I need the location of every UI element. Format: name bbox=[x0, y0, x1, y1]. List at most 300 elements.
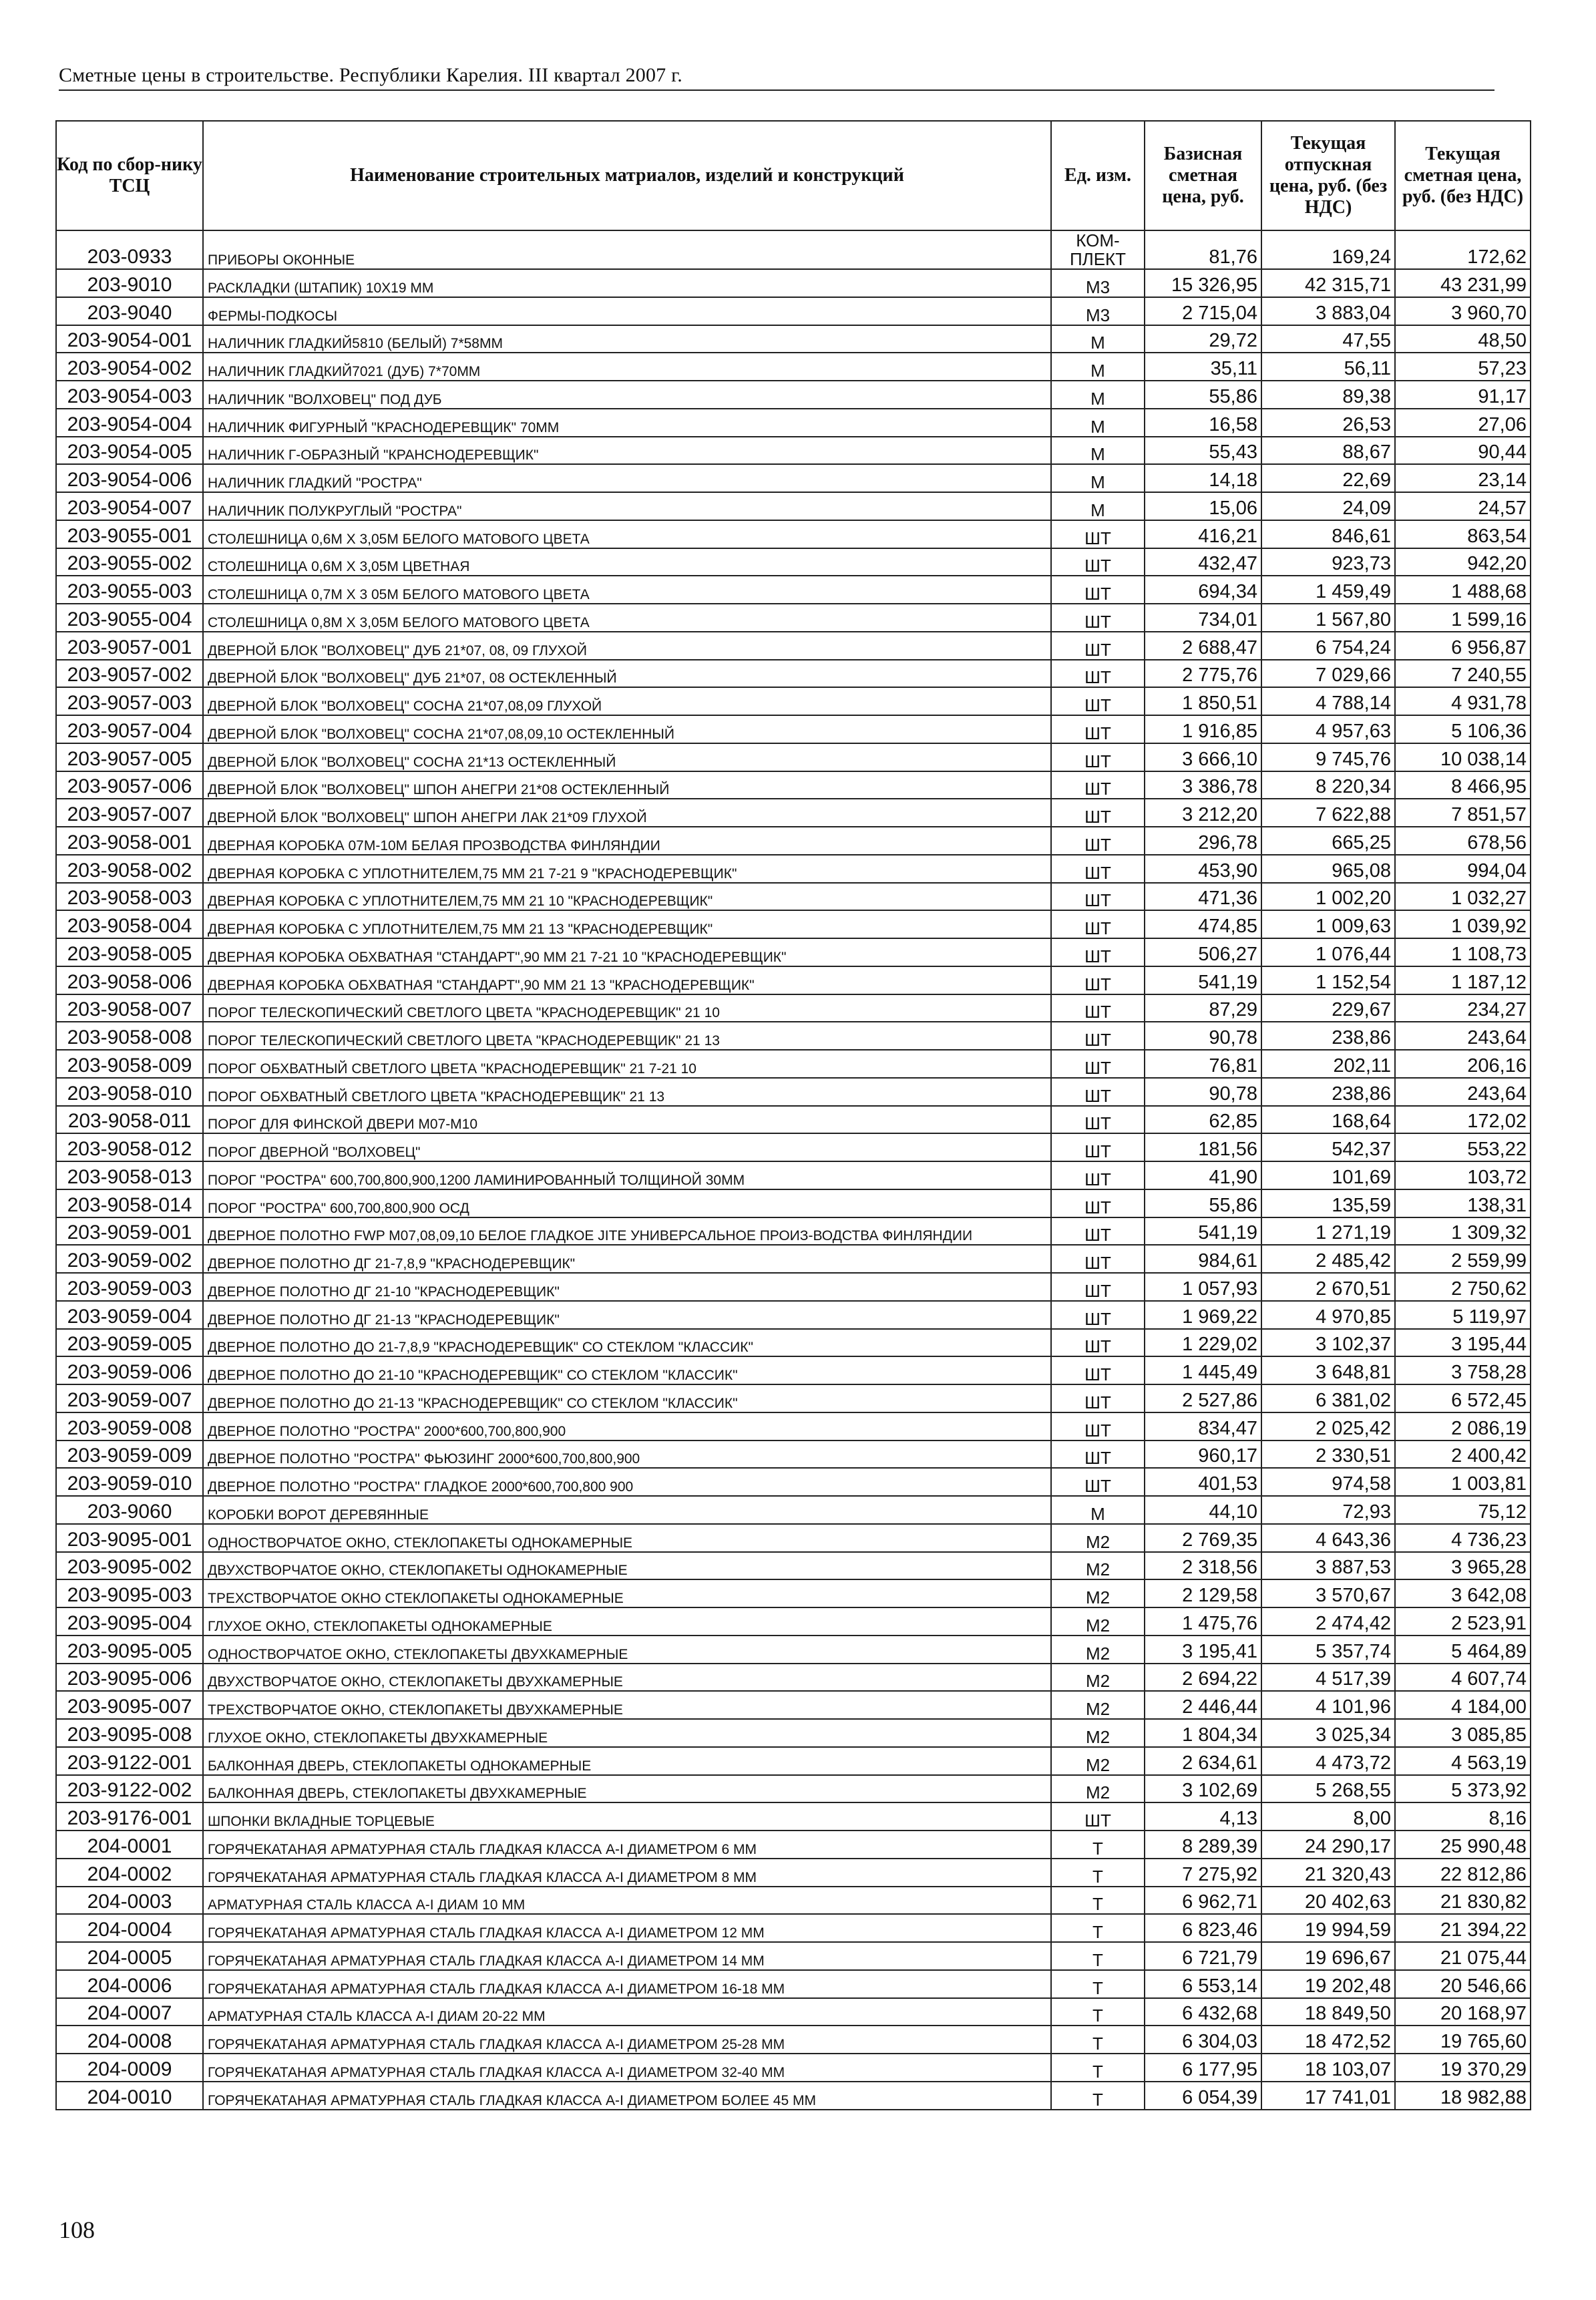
cell-current-estimate-price: 553,22 bbox=[1395, 1133, 1531, 1161]
cell-name: ДВЕРНАЯ КОРОБКА С УПЛОТНИТЕЛЕМ,75 ММ 21 13 "КРАСНОДЕРЕВЩИК" bbox=[203, 910, 1051, 938]
cell-current-release-price: 168,64 bbox=[1261, 1106, 1395, 1134]
cell-name: ГОРЯЧЕКАТАНАЯ АРМАТУРНАЯ СТАЛЬ ГЛАДКАЯ КЛАССА А-I ДИАМЕТРОМ 6 ММ bbox=[203, 1831, 1051, 1859]
cell-base-price: 6 962,71 bbox=[1145, 1887, 1261, 1915]
table-row bbox=[56, 1441, 1531, 1469]
cell-code: 203-9058-013 bbox=[56, 1161, 203, 1189]
cell-current-estimate-price: 21 075,44 bbox=[1395, 1942, 1531, 1970]
cell-base-price: 7 275,92 bbox=[1145, 1859, 1261, 1887]
cell-unit: ШТ bbox=[1051, 1245, 1145, 1273]
cell-current-estimate-price: 1 599,16 bbox=[1395, 604, 1531, 632]
cell-unit: М bbox=[1051, 381, 1145, 409]
cell-name: НАЛИЧНИК ГЛАДКИЙ7021 (ДУБ) 7*70ММ bbox=[203, 353, 1051, 381]
cell-code: 204-0005 bbox=[56, 1942, 203, 1970]
cell-current-estimate-price: 7 240,55 bbox=[1395, 660, 1531, 688]
cell-base-price: 90,78 bbox=[1145, 1078, 1261, 1106]
cell-current-release-price: 2 485,42 bbox=[1261, 1245, 1395, 1273]
cell-current-release-price: 24,09 bbox=[1261, 492, 1395, 520]
cell-current-release-price: 4 788,14 bbox=[1261, 687, 1395, 715]
page-number: 108 bbox=[59, 2217, 95, 2243]
cell-current-release-price: 8 220,34 bbox=[1261, 771, 1395, 799]
cell-base-price: 6 304,03 bbox=[1145, 2026, 1261, 2054]
cell-code: 204-0001 bbox=[56, 1831, 203, 1859]
cell-current-release-price: 6 381,02 bbox=[1261, 1384, 1395, 1412]
cell-current-estimate-price: 4 184,00 bbox=[1395, 1691, 1531, 1719]
cell-current-release-price: 1 152,54 bbox=[1261, 966, 1395, 994]
cell-unit: ШТ bbox=[1051, 771, 1145, 799]
table-row bbox=[56, 966, 1531, 994]
cell-name: ГОРЯЧЕКАТАНАЯ АРМАТУРНАЯ СТАЛЬ ГЛАДКАЯ КЛАССА А-I ДИАМЕТРОМ 8 ММ bbox=[203, 1859, 1051, 1887]
cell-current-estimate-price: 206,16 bbox=[1395, 1050, 1531, 1078]
cell-base-price: 296,78 bbox=[1145, 827, 1261, 855]
cell-current-estimate-price: 19 765,60 bbox=[1395, 2026, 1531, 2054]
cell-current-estimate-price: 2 523,91 bbox=[1395, 1607, 1531, 1636]
cell-current-release-price: 22,69 bbox=[1261, 464, 1395, 492]
cell-current-estimate-price: 863,54 bbox=[1395, 520, 1531, 548]
cell-name: ДВЕРНОЕ ПОЛОТНО FWP М07,08,09,10 БЕЛОЕ ГЛАДКОЕ JITE УНИВЕРСАЛЬНОЕ ПРОИЗ-ВОДСТВА ФИНЛЯНДИИ bbox=[203, 1217, 1051, 1245]
cell-current-estimate-price: 994,04 bbox=[1395, 855, 1531, 883]
cell-current-estimate-price: 4 736,23 bbox=[1395, 1524, 1531, 1552]
cell-name: ДВЕРНОЙ БЛОК "ВОЛХОВЕЦ" ШПОН АНЕГРИ ЛАК 21*09 ГЛУХОЙ bbox=[203, 799, 1051, 827]
cell-unit: ШТ bbox=[1051, 715, 1145, 743]
cell-current-estimate-price: 2 559,99 bbox=[1395, 1245, 1531, 1273]
cell-base-price: 471,36 bbox=[1145, 883, 1261, 911]
cell-base-price: 506,27 bbox=[1145, 938, 1261, 966]
cell-base-price: 2 446,44 bbox=[1145, 1691, 1261, 1719]
cell-current-release-price: 846,61 bbox=[1261, 520, 1395, 548]
cell-name: ПОРОГ "РОСТРА" 600,700,800,900 ОСД bbox=[203, 1189, 1051, 1217]
cell-current-estimate-price: 23,14 bbox=[1395, 464, 1531, 492]
cell-current-release-price: 1 009,63 bbox=[1261, 910, 1395, 938]
cell-current-release-price: 24 290,17 bbox=[1261, 1831, 1395, 1859]
cell-current-estimate-price: 6 956,87 bbox=[1395, 632, 1531, 660]
table-row bbox=[56, 938, 1531, 966]
cell-current-estimate-price: 6 572,45 bbox=[1395, 1384, 1531, 1412]
cell-code: 204-0002 bbox=[56, 1859, 203, 1887]
cell-unit: ШТ bbox=[1051, 883, 1145, 911]
cell-unit: ШТ bbox=[1051, 938, 1145, 966]
cell-base-price: 3 102,69 bbox=[1145, 1775, 1261, 1803]
cell-name: ДВЕРНОЕ ПОЛОТНО "РОСТРА" ГЛАДКОЕ 2000*600,700,800 900 bbox=[203, 1468, 1051, 1496]
table-row bbox=[56, 1970, 1531, 1998]
cell-current-estimate-price: 22 812,86 bbox=[1395, 1859, 1531, 1887]
cell-name: СТОЛЕШНИЦА 0,6М Х 3,05М БЕЛОГО МАТОВОГО ЦВЕТА bbox=[203, 520, 1051, 548]
cell-current-estimate-price: 243,64 bbox=[1395, 1022, 1531, 1050]
cell-current-release-price: 18 103,07 bbox=[1261, 2054, 1395, 2082]
cell-current-release-price: 7 622,88 bbox=[1261, 799, 1395, 827]
cell-base-price: 2 318,56 bbox=[1145, 1552, 1261, 1580]
cell-current-estimate-price: 942,20 bbox=[1395, 548, 1531, 576]
cell-name: ПОРОГ ТЕЛЕСКОПИЧЕСКИЙ СВЕТЛОГО ЦВЕТА "КРАСНОДЕРЕВЩИК" 21 10 bbox=[203, 994, 1051, 1022]
cell-unit: ШТ bbox=[1051, 1078, 1145, 1106]
cell-base-price: 76,81 bbox=[1145, 1050, 1261, 1078]
cell-unit: ШТ bbox=[1051, 827, 1145, 855]
cell-code: 203-9060 bbox=[56, 1496, 203, 1524]
cell-current-estimate-price: 20 546,66 bbox=[1395, 1970, 1531, 1998]
cell-name: СТОЛЕШНИЦА 0,7М Х 3 05М БЕЛОГО МАТОВОГО ЦВЕТА bbox=[203, 576, 1051, 604]
table-row bbox=[56, 492, 1531, 520]
cell-current-estimate-price: 24,57 bbox=[1395, 492, 1531, 520]
cell-code: 203-9040 bbox=[56, 297, 203, 325]
cell-current-estimate-price: 4 563,19 bbox=[1395, 1747, 1531, 1775]
table-row bbox=[56, 409, 1531, 437]
cell-current-release-price: 19 696,67 bbox=[1261, 1942, 1395, 1970]
cell-unit: ШТ bbox=[1051, 1022, 1145, 1050]
cell-current-release-price: 89,38 bbox=[1261, 381, 1395, 409]
cell-code: 203-9058-007 bbox=[56, 994, 203, 1022]
cell-base-price: 16,58 bbox=[1145, 409, 1261, 437]
cell-current-release-price: 2 474,42 bbox=[1261, 1607, 1395, 1636]
cell-unit: М3 bbox=[1051, 297, 1145, 325]
table-row bbox=[56, 1942, 1531, 1970]
cell-unit: Т bbox=[1051, 2054, 1145, 2082]
cell-code: 203-9058-011 bbox=[56, 1106, 203, 1134]
cell-current-estimate-price: 25 990,48 bbox=[1395, 1831, 1531, 1859]
cell-unit: ШТ bbox=[1051, 910, 1145, 938]
cell-current-release-price: 47,55 bbox=[1261, 325, 1395, 353]
cell-current-estimate-price: 10 038,14 bbox=[1395, 743, 1531, 771]
cell-code: 203-9059-006 bbox=[56, 1356, 203, 1384]
cell-code: 203-9095-007 bbox=[56, 1691, 203, 1719]
cell-unit: Т bbox=[1051, 1914, 1145, 1942]
cell-code: 203-9095-002 bbox=[56, 1552, 203, 1580]
cell-unit: М3 bbox=[1051, 269, 1145, 297]
cell-name: ДВЕРНОЕ ПОЛОТНО ДГ 21-10 "КРАСНОДЕРЕВЩИК" bbox=[203, 1273, 1051, 1301]
cell-base-price: 3 212,20 bbox=[1145, 799, 1261, 827]
cell-code: 203-9058-004 bbox=[56, 910, 203, 938]
cell-name: ДВЕРНОЕ ПОЛОТНО "РОСТРА" ФЬЮЗИНГ 2000*600,700,800,900 bbox=[203, 1441, 1051, 1469]
cell-unit: ШТ bbox=[1051, 1050, 1145, 1078]
cell-base-price: 1 445,49 bbox=[1145, 1356, 1261, 1384]
cell-code: 203-9059-008 bbox=[56, 1412, 203, 1441]
cell-base-price: 15,06 bbox=[1145, 492, 1261, 520]
cell-current-estimate-price: 172,02 bbox=[1395, 1106, 1531, 1134]
table-row bbox=[56, 687, 1531, 715]
cell-code: 204-0008 bbox=[56, 2026, 203, 2054]
cell-code: 203-9058-014 bbox=[56, 1189, 203, 1217]
cell-current-release-price: 3 883,04 bbox=[1261, 297, 1395, 325]
table-row bbox=[56, 1607, 1531, 1636]
cell-name: ГОРЯЧЕКАТАНАЯ АРМАТУРНАЯ СТАЛЬ ГЛАДКАЯ КЛАССА А-I ДИАМЕТРОМ БОЛЕЕ 45 ММ bbox=[203, 2082, 1051, 2110]
table-row bbox=[56, 2026, 1531, 2054]
cell-code: 203-9058-003 bbox=[56, 883, 203, 911]
cell-current-estimate-price: 1 003,81 bbox=[1395, 1468, 1531, 1496]
cell-name: ДВЕРНОЕ ПОЛОТНО ДО 21-10 "КРАСНОДЕРЕВЩИК" СО СТЕКЛОМ "КЛАССИК" bbox=[203, 1356, 1051, 1384]
table-row bbox=[56, 1859, 1531, 1887]
cell-current-release-price: 17 741,01 bbox=[1261, 2082, 1395, 2110]
cell-current-estimate-price: 48,50 bbox=[1395, 325, 1531, 353]
cell-current-release-price: 4 473,72 bbox=[1261, 1747, 1395, 1775]
cell-code: 203-9057-003 bbox=[56, 687, 203, 715]
table-row bbox=[56, 1719, 1531, 1747]
cell-current-estimate-price: 3 195,44 bbox=[1395, 1329, 1531, 1357]
cell-base-price: 453,90 bbox=[1145, 855, 1261, 883]
cell-current-estimate-price: 5 119,97 bbox=[1395, 1301, 1531, 1329]
table-row bbox=[56, 1914, 1531, 1942]
cell-unit: ШТ bbox=[1051, 994, 1145, 1022]
cell-code: 203-9058-008 bbox=[56, 1022, 203, 1050]
cell-base-price: 15 326,95 bbox=[1145, 269, 1261, 297]
table-row bbox=[56, 715, 1531, 743]
cell-current-estimate-price: 3 085,85 bbox=[1395, 1719, 1531, 1747]
cell-code: 203-9059-005 bbox=[56, 1329, 203, 1357]
cell-unit: ШТ bbox=[1051, 1384, 1145, 1412]
cell-name: ДВУХСТВОРЧАТОЕ ОКНО, СТЕКЛОПАКЕТЫ ДВУХКАМЕРНЫЕ bbox=[203, 1664, 1051, 1692]
cell-code: 203-9057-004 bbox=[56, 715, 203, 743]
cell-current-release-price: 202,11 bbox=[1261, 1050, 1395, 1078]
table-row bbox=[56, 1524, 1531, 1552]
cell-name: ШПОНКИ ВКЛАДНЫЕ ТОРЦЕВЫЕ bbox=[203, 1802, 1051, 1831]
cell-base-price: 2 715,04 bbox=[1145, 297, 1261, 325]
cell-name: ПОРОГ ОБХВАТНЫЙ СВЕТЛОГО ЦВЕТА "КРАСНОДЕРЕВЩИК" 21 7-21 10 bbox=[203, 1050, 1051, 1078]
cell-unit: М bbox=[1051, 437, 1145, 465]
cell-current-release-price: 42 315,71 bbox=[1261, 269, 1395, 297]
cell-name: ПОРОГ "РОСТРА" 600,700,800,900,1200 ЛАМИНИРОВАННЫЙ ТОЛЩИНОЙ 30ММ bbox=[203, 1161, 1051, 1189]
cell-base-price: 1 475,76 bbox=[1145, 1607, 1261, 1636]
table-row bbox=[56, 1133, 1531, 1161]
cell-base-price: 6 823,46 bbox=[1145, 1914, 1261, 1942]
cell-current-estimate-price: 243,64 bbox=[1395, 1078, 1531, 1106]
table-row bbox=[56, 1831, 1531, 1859]
cell-code: 204-0010 bbox=[56, 2082, 203, 2110]
cell-current-release-price: 4 101,96 bbox=[1261, 1691, 1395, 1719]
cell-code: 203-9058-002 bbox=[56, 855, 203, 883]
cell-code: 203-9055-001 bbox=[56, 520, 203, 548]
cell-unit: М bbox=[1051, 409, 1145, 437]
cell-name: ДВЕРНАЯ КОРОБКА ОБХВАТНАЯ "СТАНДАРТ",90 ММ 21 13 "КРАСНОДЕРЕВЩИК" bbox=[203, 966, 1051, 994]
cell-current-estimate-price: 21 830,82 bbox=[1395, 1887, 1531, 1915]
table-row bbox=[56, 1161, 1531, 1189]
cell-code: 203-0933 bbox=[56, 230, 203, 269]
table-row bbox=[56, 827, 1531, 855]
table-body bbox=[56, 230, 1531, 2110]
cell-name: ДВЕРНАЯ КОРОБКА 07М-10М БЕЛАЯ ПРОЗВОДСТВА ФИНЛЯНДИИ bbox=[203, 827, 1051, 855]
table-row bbox=[56, 1329, 1531, 1357]
price-table bbox=[55, 120, 1531, 2110]
cell-name: НАЛИЧНИК ПОЛУКРУГЛЫЙ "РОСТРА" bbox=[203, 492, 1051, 520]
cell-unit: ШТ bbox=[1051, 1412, 1145, 1441]
cell-name: ГЛУХОЕ ОКНО, СТЕКЛОПАКЕТЫ ОДНОКАМЕРНЫЕ bbox=[203, 1607, 1051, 1636]
cell-code: 203-9057-002 bbox=[56, 660, 203, 688]
table-row bbox=[56, 1050, 1531, 1078]
table-row bbox=[56, 548, 1531, 576]
cell-base-price: 55,86 bbox=[1145, 1189, 1261, 1217]
header-name: Наименование строительных матриалов, изделий и конструкций bbox=[203, 121, 1051, 230]
cell-current-estimate-price: 3 960,70 bbox=[1395, 297, 1531, 325]
cell-unit: ШТ bbox=[1051, 548, 1145, 576]
table-row bbox=[56, 604, 1531, 632]
table-row bbox=[56, 1887, 1531, 1915]
cell-current-estimate-price: 27,06 bbox=[1395, 409, 1531, 437]
header-current-release-price: Текущая отпускная цена, руб. (без НДС) bbox=[1261, 121, 1395, 230]
cell-current-estimate-price: 3 758,28 bbox=[1395, 1356, 1531, 1384]
cell-unit: ШТ bbox=[1051, 1273, 1145, 1301]
cell-unit: ШТ bbox=[1051, 1356, 1145, 1384]
cell-base-price: 6 553,14 bbox=[1145, 1970, 1261, 1998]
table-row bbox=[56, 1664, 1531, 1692]
table-row bbox=[56, 520, 1531, 548]
table-header-row bbox=[56, 121, 1531, 230]
cell-unit: Т bbox=[1051, 1998, 1145, 2026]
cell-code: 203-9055-002 bbox=[56, 548, 203, 576]
cell-code: 203-9059-001 bbox=[56, 1217, 203, 1245]
cell-name: ГОРЯЧЕКАТАНАЯ АРМАТУРНАЯ СТАЛЬ ГЛАДКАЯ КЛАССА А-I ДИАМЕТРОМ 16-18 ММ bbox=[203, 1970, 1051, 1998]
cell-code: 203-9122-001 bbox=[56, 1747, 203, 1775]
cell-code: 203-9095-005 bbox=[56, 1636, 203, 1664]
cell-current-estimate-price: 5 373,92 bbox=[1395, 1775, 1531, 1803]
cell-unit: М2 bbox=[1051, 1524, 1145, 1552]
cell-code: 203-9010 bbox=[56, 269, 203, 297]
cell-current-release-price: 3 570,67 bbox=[1261, 1579, 1395, 1607]
cell-base-price: 6 054,39 bbox=[1145, 2082, 1261, 2110]
cell-unit: ШТ bbox=[1051, 1161, 1145, 1189]
cell-current-release-price: 1 271,19 bbox=[1261, 1217, 1395, 1245]
cell-current-release-price: 72,93 bbox=[1261, 1496, 1395, 1524]
cell-code: 203-9059-007 bbox=[56, 1384, 203, 1412]
cell-current-estimate-price: 1 032,27 bbox=[1395, 883, 1531, 911]
cell-base-price: 181,56 bbox=[1145, 1133, 1261, 1161]
cell-current-release-price: 1 002,20 bbox=[1261, 883, 1395, 911]
table-row bbox=[56, 1552, 1531, 1580]
cell-unit: М2 bbox=[1051, 1747, 1145, 1775]
table-row bbox=[56, 2082, 1531, 2110]
cell-current-release-price: 974,58 bbox=[1261, 1468, 1395, 1496]
cell-current-estimate-price: 2 086,19 bbox=[1395, 1412, 1531, 1441]
table-row bbox=[56, 910, 1531, 938]
table-row bbox=[56, 1245, 1531, 1273]
cell-current-estimate-price: 2 750,62 bbox=[1395, 1273, 1531, 1301]
table-row bbox=[56, 1356, 1531, 1384]
cell-unit: ШТ bbox=[1051, 520, 1145, 548]
header-code: Код по сбор-нику ТСЦ bbox=[56, 121, 203, 230]
cell-unit: Т bbox=[1051, 2082, 1145, 2110]
cell-base-price: 2 634,61 bbox=[1145, 1747, 1261, 1775]
cell-code: 203-9059-002 bbox=[56, 1245, 203, 1273]
cell-current-release-price: 238,86 bbox=[1261, 1078, 1395, 1106]
cell-unit: М2 bbox=[1051, 1719, 1145, 1747]
header-base-price: Базисная сметная цена, руб. bbox=[1145, 121, 1261, 230]
cell-current-release-price: 3 648,81 bbox=[1261, 1356, 1395, 1384]
cell-base-price: 6 721,79 bbox=[1145, 1942, 1261, 1970]
cell-name: НАЛИЧНИК Г-ОБРАЗНЫЙ "КРАНСНОДЕРЕВЩИК" bbox=[203, 437, 1051, 465]
table-row bbox=[56, 1775, 1531, 1803]
cell-current-release-price: 542,37 bbox=[1261, 1133, 1395, 1161]
cell-base-price: 2 129,58 bbox=[1145, 1579, 1261, 1607]
table-row bbox=[56, 1691, 1531, 1719]
cell-unit: ШТ bbox=[1051, 1133, 1145, 1161]
cell-current-estimate-price: 90,44 bbox=[1395, 437, 1531, 465]
cell-current-estimate-price: 1 309,32 bbox=[1395, 1217, 1531, 1245]
cell-name: НАЛИЧНИК ФИГУРНЫЙ "КРАСНОДЕРЕВЩИК" 70ММ bbox=[203, 409, 1051, 437]
table-row bbox=[56, 1078, 1531, 1106]
cell-name: ДВЕРНОЕ ПОЛОТНО ДГ 21-13 "КРАСНОДЕРЕВЩИК" bbox=[203, 1301, 1051, 1329]
cell-unit: ШТ bbox=[1051, 576, 1145, 604]
cell-current-release-price: 665,25 bbox=[1261, 827, 1395, 855]
cell-code: 203-9095-008 bbox=[56, 1719, 203, 1747]
table-row bbox=[56, 353, 1531, 381]
cell-current-release-price: 238,86 bbox=[1261, 1022, 1395, 1050]
cell-current-release-price: 20 402,63 bbox=[1261, 1887, 1395, 1915]
cell-current-release-price: 8,00 bbox=[1261, 1802, 1395, 1831]
cell-name: ТРЕХСТВОРЧАТОЕ ОКНО, СТЕКЛОПАКЕТЫ ДВУХКАМЕРНЫЕ bbox=[203, 1691, 1051, 1719]
cell-current-release-price: 88,67 bbox=[1261, 437, 1395, 465]
cell-code: 203-9058-009 bbox=[56, 1050, 203, 1078]
cell-current-estimate-price: 1 039,92 bbox=[1395, 910, 1531, 938]
cell-unit: М2 bbox=[1051, 1775, 1145, 1803]
cell-code: 203-9058-006 bbox=[56, 966, 203, 994]
cell-current-release-price: 5 357,74 bbox=[1261, 1636, 1395, 1664]
cell-current-estimate-price: 3 965,28 bbox=[1395, 1552, 1531, 1580]
cell-name: ДВЕРНОЕ ПОЛОТНО ДО 21-7,8,9 "КРАСНОДЕРЕВЩИК" СО СТЕКЛОМ "КЛАССИК" bbox=[203, 1329, 1051, 1357]
cell-code: 203-9122-002 bbox=[56, 1775, 203, 1803]
cell-base-price: 29,72 bbox=[1145, 325, 1261, 353]
cell-code: 203-9058-010 bbox=[56, 1078, 203, 1106]
table-row bbox=[56, 1802, 1531, 1831]
cell-current-estimate-price: 5 464,89 bbox=[1395, 1636, 1531, 1664]
cell-base-price: 6 177,95 bbox=[1145, 2054, 1261, 2082]
cell-unit: М bbox=[1051, 325, 1145, 353]
table-row bbox=[56, 1998, 1531, 2026]
cell-current-estimate-price: 4 607,74 bbox=[1395, 1664, 1531, 1692]
table-row bbox=[56, 1273, 1531, 1301]
cell-current-release-price: 4 643,36 bbox=[1261, 1524, 1395, 1552]
cell-current-estimate-price: 234,27 bbox=[1395, 994, 1531, 1022]
cell-unit: Т bbox=[1051, 1887, 1145, 1915]
cell-name: ДВЕРНОЙ БЛОК "ВОЛХОВЕЦ" СОСНА 21*07,08,09,10 ОСТЕКЛЕННЫЙ bbox=[203, 715, 1051, 743]
cell-current-release-price: 3 025,34 bbox=[1261, 1719, 1395, 1747]
cell-base-price: 1 916,85 bbox=[1145, 715, 1261, 743]
cell-code: 203-9095-006 bbox=[56, 1664, 203, 1692]
cell-unit: ШТ bbox=[1051, 1441, 1145, 1469]
cell-base-price: 474,85 bbox=[1145, 910, 1261, 938]
table-row bbox=[56, 1106, 1531, 1134]
cell-unit: М2 bbox=[1051, 1636, 1145, 1664]
cell-name: ГОРЯЧЕКАТАНАЯ АРМАТУРНАЯ СТАЛЬ ГЛАДКАЯ КЛАССА А-I ДИАМЕТРОМ 25-28 ММ bbox=[203, 2026, 1051, 2054]
cell-current-release-price: 7 029,66 bbox=[1261, 660, 1395, 688]
cell-unit: ШТ bbox=[1051, 1301, 1145, 1329]
cell-name: ДВЕРНАЯ КОРОБКА ОБХВАТНАЯ "СТАНДАРТ",90 ММ 21 7-21 10 "КРАСНОДЕРЕВЩИК" bbox=[203, 938, 1051, 966]
cell-code: 204-0004 bbox=[56, 1914, 203, 1942]
table-row bbox=[56, 1384, 1531, 1412]
cell-code: 203-9095-004 bbox=[56, 1607, 203, 1636]
cell-current-estimate-price: 103,72 bbox=[1395, 1161, 1531, 1189]
cell-name: ГОРЯЧЕКАТАНАЯ АРМАТУРНАЯ СТАЛЬ ГЛАДКАЯ КЛАССА А-I ДИАМЕТРОМ 14 ММ bbox=[203, 1942, 1051, 1970]
cell-current-estimate-price: 91,17 bbox=[1395, 381, 1531, 409]
cell-code: 203-9055-003 bbox=[56, 576, 203, 604]
cell-current-release-price: 169,24 bbox=[1261, 230, 1395, 269]
cell-unit: ШТ bbox=[1051, 966, 1145, 994]
cell-current-estimate-price: 75,12 bbox=[1395, 1496, 1531, 1524]
cell-current-release-price: 3 887,53 bbox=[1261, 1552, 1395, 1580]
cell-base-price: 541,19 bbox=[1145, 1217, 1261, 1245]
cell-unit: ШТ bbox=[1051, 687, 1145, 715]
cell-current-estimate-price: 8,16 bbox=[1395, 1802, 1531, 1831]
cell-name: ГОРЯЧЕКАТАНАЯ АРМАТУРНАЯ СТАЛЬ ГЛАДКАЯ КЛАССА А-I ДИАМЕТРОМ 32-40 ММ bbox=[203, 2054, 1051, 2082]
cell-base-price: 834,47 bbox=[1145, 1412, 1261, 1441]
cell-current-estimate-price: 678,56 bbox=[1395, 827, 1531, 855]
cell-code: 203-9054-007 bbox=[56, 492, 203, 520]
cell-current-release-price: 1 459,49 bbox=[1261, 576, 1395, 604]
cell-code: 204-0007 bbox=[56, 1998, 203, 2026]
cell-name: ДВУХСТВОРЧАТОЕ ОКНО, СТЕКЛОПАКЕТЫ ОДНОКАМЕРНЫЕ bbox=[203, 1552, 1051, 1580]
page-header: Сметные цены в строительстве. Республики Карелия. III квартал 2007 г. bbox=[59, 64, 1494, 91]
cell-base-price: 734,01 bbox=[1145, 604, 1261, 632]
cell-base-price: 55,43 bbox=[1145, 437, 1261, 465]
table-row bbox=[56, 437, 1531, 465]
cell-name: ГОРЯЧЕКАТАНАЯ АРМАТУРНАЯ СТАЛЬ ГЛАДКАЯ КЛАССА А-I ДИАМЕТРОМ 12 ММ bbox=[203, 1914, 1051, 1942]
cell-current-release-price: 4 957,63 bbox=[1261, 715, 1395, 743]
cell-base-price: 3 386,78 bbox=[1145, 771, 1261, 799]
cell-code: 203-9055-004 bbox=[56, 604, 203, 632]
